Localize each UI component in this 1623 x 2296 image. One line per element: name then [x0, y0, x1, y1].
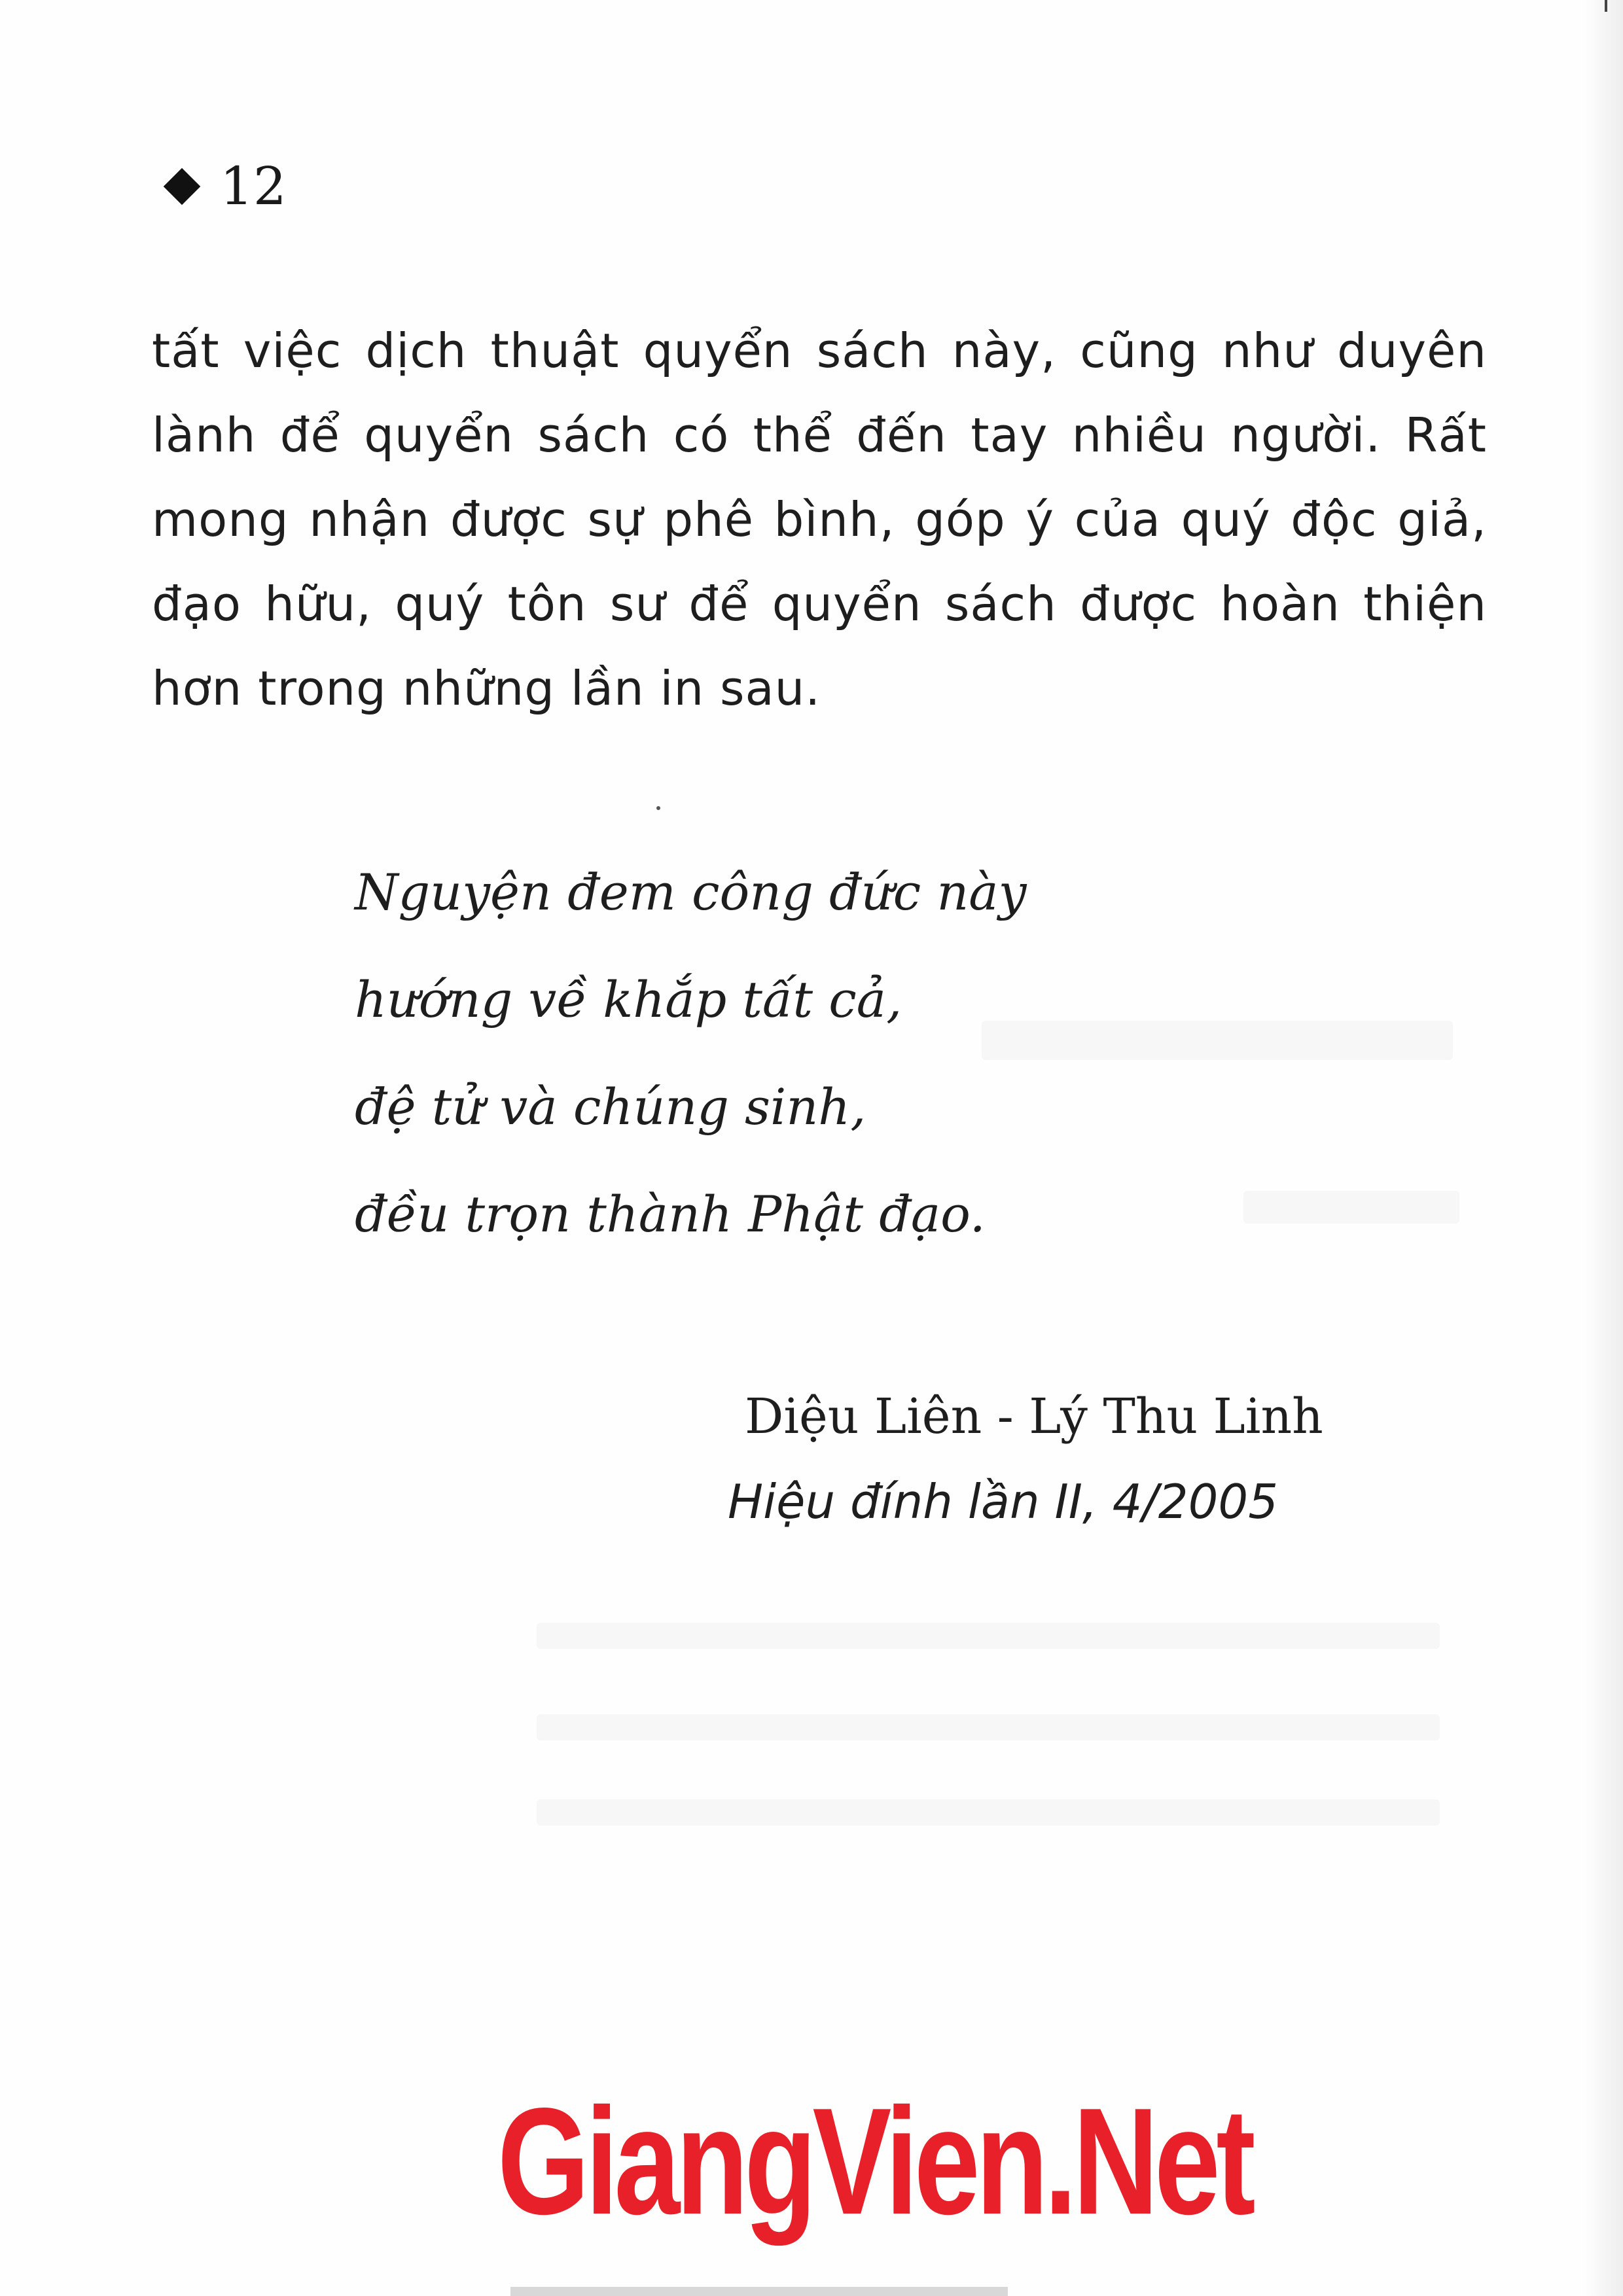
scan-bottom-strip [510, 2287, 1008, 2296]
edition-note: Hiệu đính lần II, 4/2005 [728, 1474, 1279, 1529]
diamond-bullet-icon [164, 168, 201, 205]
show-through-block [537, 1623, 1440, 1649]
page-number [169, 156, 287, 217]
show-through-block [1243, 1191, 1459, 1224]
signature-block [728, 1374, 1323, 1544]
body-line: mong nhận được sự phê bình, góp ý của quý độc giả, [152, 492, 1487, 547]
watermark-logo: GiangVien.Net [497, 2077, 1252, 2246]
verse-line: đều trọn thành Phật đạo. [355, 1185, 986, 1243]
verse-line: đệ tử và chúng sinh, [355, 1078, 866, 1136]
page-edge-mark [1605, 0, 1607, 12]
dedication-verse [355, 839, 1027, 1268]
body-line: tất việc dịch thuật quyển sách này, cũng như duyên [152, 323, 1487, 378]
show-through-block [537, 1714, 1440, 1740]
author-name: Diệu Liên - Lý Thu Linh [745, 1388, 1323, 1445]
page-number-text: 12 [220, 156, 287, 217]
body-line: đạo hữu, quý tôn sư để quyển sách được hoàn thiện [152, 576, 1487, 631]
page-edge-shadow [1584, 0, 1623, 2296]
show-through-block [537, 1799, 1440, 1826]
stray-dot [656, 806, 660, 810]
show-through-block [982, 1021, 1453, 1060]
body-line: lành để quyển sách có thể đến tay nhiều người. Rất [152, 408, 1487, 463]
body-line: hơn trong những lần in sau. [152, 661, 821, 716]
body-paragraph [152, 309, 1487, 731]
verse-line: Nguyện đem công đức này [355, 863, 1027, 921]
verse-line: hướng về khắp tất cả, [355, 970, 902, 1029]
